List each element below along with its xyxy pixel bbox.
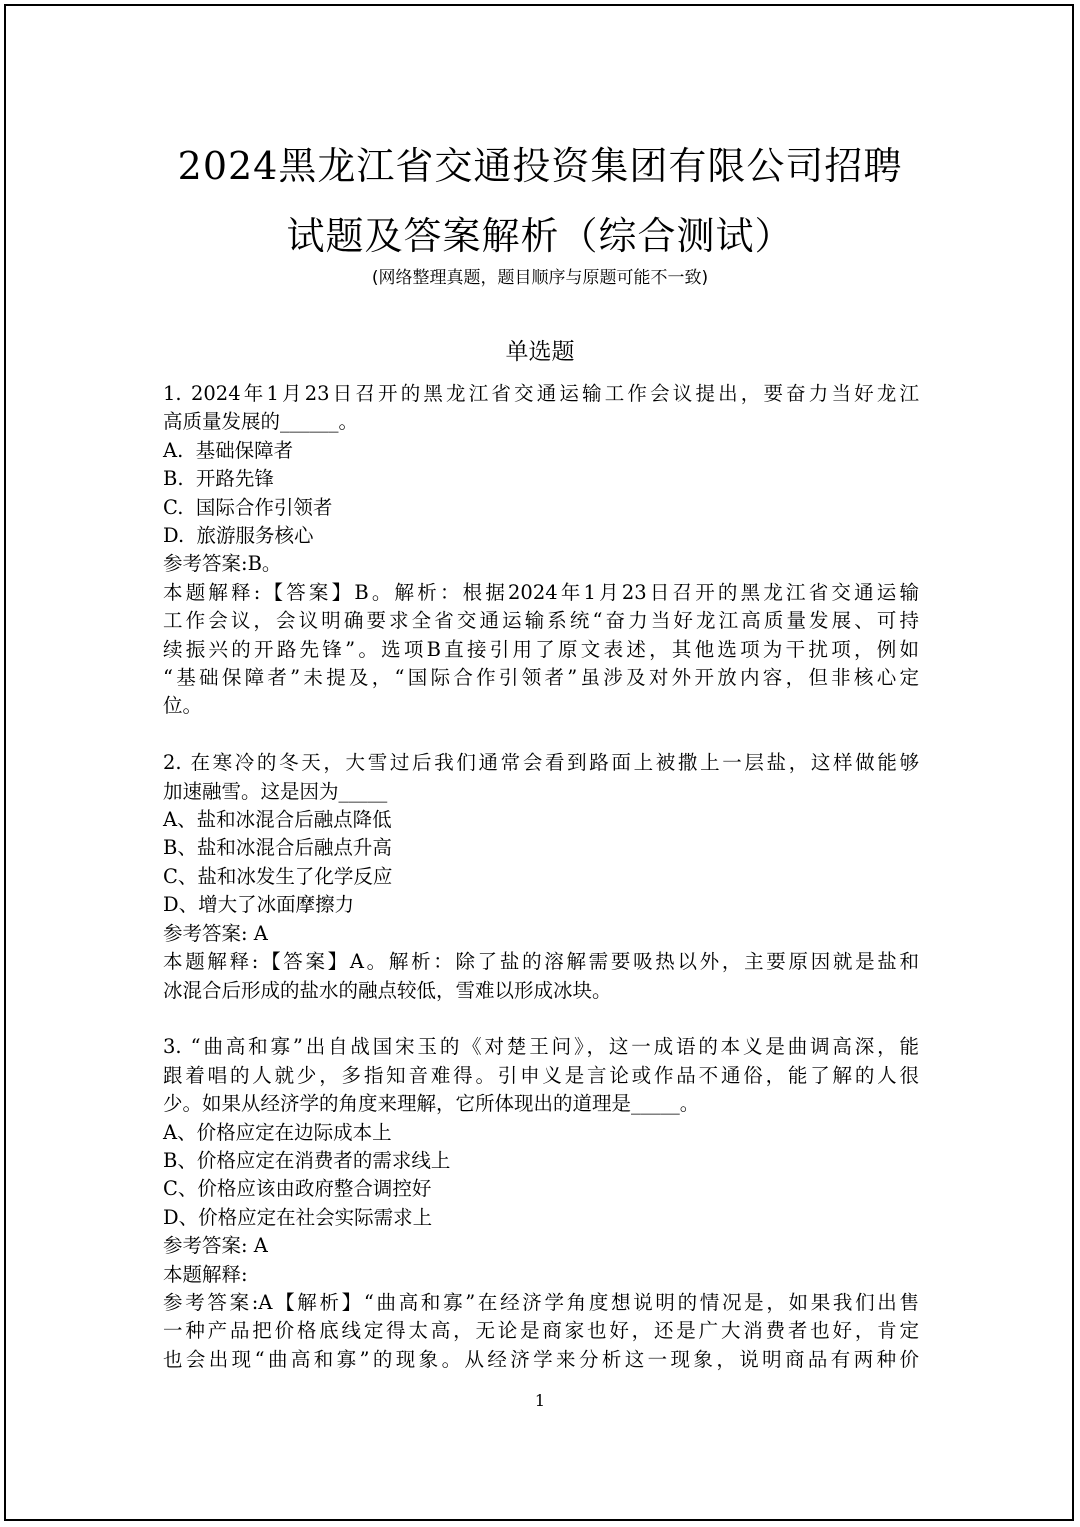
reference-answer: 参考答案: A <box>163 1234 268 1258</box>
question-stem-line: 高质量发展的______。 <box>163 410 359 434</box>
document-subtitle: (网络整理真题，题目顺序与原题可能不一致) <box>371 268 709 288</box>
page-number: 1 <box>534 1391 546 1410</box>
option-d: D. 旅游服务核心 <box>163 524 314 548</box>
option-c: C、价格应该由政府整合调控好 <box>163 1177 432 1201</box>
reference-answer: 参考答案:B。 <box>163 552 282 576</box>
option-b: B、价格应定在消费者的需求线上 <box>163 1148 451 1172</box>
option-c: C. 国际合作引领者 <box>163 495 333 519</box>
option-a: A. 基础保障者 <box>163 438 294 462</box>
question-stem-line: 少。如果从经济学的角度来理解，它所体现出的道理是_____。 <box>163 1092 700 1116</box>
explanation-line: 冰混合后形成的盐水的融点较低，雪难以形成冰块。 <box>163 978 612 1002</box>
question-stem-line: 加速融雪。这是因为_____ <box>163 779 388 803</box>
question-3 <box>163 1033 919 1374</box>
question-stem-line: 1. 2024年1月23日召开的黑龙江省交通运输工作会议提出，要奋力当好龙江 <box>163 382 919 405</box>
document-title-line-2: 试题及答案解析（综合测试） <box>286 214 794 258</box>
question-list <box>163 380 919 1374</box>
document-title-line-1: 2024黑龙江省交通投资集团有限公司招聘 <box>177 144 903 188</box>
explanation-label: 本题解释: <box>163 1262 248 1286</box>
question-2 <box>163 749 919 1005</box>
question-stem-line: 跟着唱的人就少，多指知音难得。引申义是言论或作品不通俗，能了解的人很 <box>163 1063 919 1087</box>
option-d: D、价格应定在社会实际需求上 <box>163 1205 433 1229</box>
option-b: B. 开路先锋 <box>163 467 274 491</box>
option-b: B、盐和冰混合后融点升高 <box>163 836 392 860</box>
spacer <box>163 721 919 749</box>
explanation-line: 位。 <box>163 694 203 718</box>
explanation-line: 续振兴的开路先锋”。选项B直接引用了原文表述，其他选项为干扰项，例如 <box>163 637 919 661</box>
explanation-line: “基础保障者”未提及，“国际合作引领者”虽涉及对外开放内容，但非核心定 <box>163 666 919 690</box>
question-stem-line: 3. “曲高和寡”出自战国宋玉的《对楚王问》，这一成语的本义是曲调高深，能 <box>163 1035 919 1059</box>
explanation-line: 一种产品把价格底线定得太高，无论是商家也好，还是广大消费者也好，肯定 <box>163 1319 919 1343</box>
option-a: A、盐和冰混合后融点降低 <box>163 808 392 832</box>
option-c: C、盐和冰发生了化学反应 <box>163 864 393 888</box>
question-1 <box>163 380 919 721</box>
explanation-line: 工作会议，会议明确要求全省交通运输系统“奋力当好龙江高质量发展、可持 <box>163 609 919 633</box>
option-d: D、增大了冰面摩擦力 <box>163 893 355 917</box>
explanation-line: 本题解释:【答案】B。解析：根据2024年1月23日召开的黑龙江省交通运输 <box>163 580 919 604</box>
explanation-line: 本题解释:【答案】A。解析：除了盐的溶解需要吸热以外，主要原因就是盐和 <box>163 950 919 974</box>
section-heading: 单选题 <box>505 339 575 365</box>
spacer <box>163 1005 919 1033</box>
question-stem-line: 2. 在寒冷的冬天，大雪过后我们通常会看到路面上被撒上一层盐，这样做能够 <box>163 751 919 775</box>
option-a: A、价格应定在边际成本上 <box>163 1120 392 1144</box>
reference-answer: 参考答案: A <box>163 921 268 945</box>
explanation-line: 参考答案:A【解析】“曲高和寡”在经济学角度想说明的情况是，如果我们出售 <box>163 1290 919 1314</box>
explanation-line: 也会出现“曲高和寡”的现象。从经济学来分析这一现象，说明商品有两种价 <box>163 1347 919 1371</box>
